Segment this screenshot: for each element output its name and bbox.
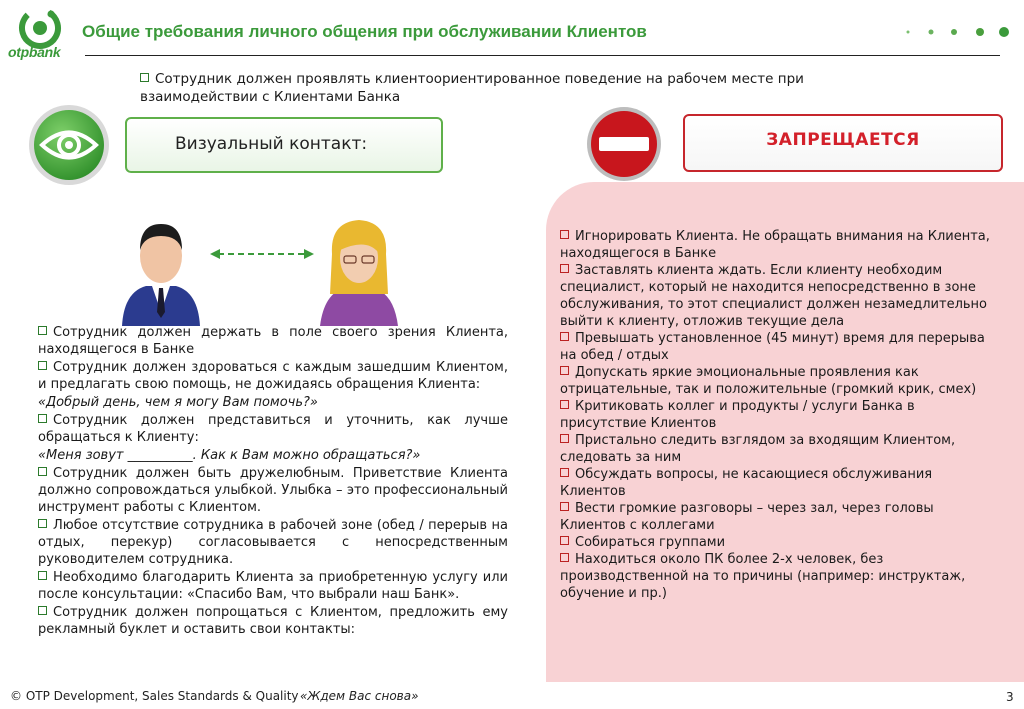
left-requirements-list: [38, 324, 508, 639]
list-item: Вести громкие разговоры – через зал, через головы Клиентов с коллегами: [560, 501, 934, 533]
header-divider: [85, 55, 1000, 56]
bullet-icon: [560, 264, 569, 273]
bullet-icon: [560, 434, 569, 443]
list-item: Сотрудник должен попрощаться с Клиентом, предложить ему рекламный буклет и оставить свои контакты:: [38, 605, 508, 637]
list-item: Сотрудник должен быть дружелюбным. Приветствие Клиента должно сопровождаться улыбкой. Улыбка – это профессиональный инструмент работы с Клиентом.: [38, 466, 508, 515]
list-item: Находиться около ПК более 2-х человек, без производственной на то причины (например: инструктаж, обучение и пр.): [560, 552, 966, 601]
list-item: Превышать установленное (45 минут) время для перерыва на обед / отдых: [560, 331, 985, 363]
decorative-dots: [900, 26, 1010, 38]
forbidden-label: ЗАПРЕЩАЕТСЯ: [766, 130, 920, 150]
greeting-quote: «Добрый день, чем я могу Вам помочь?»: [38, 395, 318, 410]
list-item: Необходимо благодарить Клиента за приобретенную услугу или после консультации: «Спасибо Вам, что выбрали наш Банк».: [38, 570, 508, 602]
list-item: Сотрудник должен здороваться с каждым зашедшим Клиентом, и предлагать свою помощь, не дожидаясь обращения Клиента:: [38, 360, 508, 392]
page-title: Общие требования личного общения при обслуживании Клиентов: [82, 22, 647, 41]
list-item: Собираться группами: [560, 534, 1000, 551]
visual-contact-label: Визуальный контакт:: [175, 134, 368, 154]
double-arrow-icon: [208, 247, 316, 261]
bullet-icon: [560, 332, 569, 341]
bullet-icon: [560, 536, 569, 545]
list-item: Критиковать коллег и продукты / услуги Банка в присутствие Клиентов: [560, 399, 915, 431]
bullet-icon: [560, 553, 569, 562]
footer-copyright: © OTP Development, Sales Standards & Quality: [10, 689, 299, 703]
employee-avatar: [118, 216, 204, 326]
bullet-icon: [38, 361, 47, 370]
bullet-icon: [560, 366, 569, 375]
bullet-icon: [38, 571, 47, 580]
bullet-icon: [38, 326, 47, 335]
no-entry-icon: [585, 105, 663, 183]
page-number: 3: [1006, 690, 1014, 704]
list-item: Сотрудник должен держать в поле своего зрения Клиента, находящегося в Банке: [38, 325, 508, 357]
eye-badge-icon: [28, 104, 110, 186]
logo-text: otpbank: [8, 44, 61, 60]
forbidden-list: [560, 228, 1000, 602]
list-item: Обсуждать вопросы, не касающиеся обслуживания Клиентов: [560, 467, 933, 499]
intro-quote: «Меня зовут __________. Как к Вам можно обращаться?»: [38, 448, 421, 463]
bullet-icon: [560, 468, 569, 477]
bullet-icon: [38, 606, 47, 615]
farewell-quote: «Ждем Вас снова»: [300, 689, 419, 703]
list-item: Сотрудник должен представиться и уточнить, как лучше обращаться к Клиенту:: [38, 413, 508, 445]
list-item: Пристально следить взглядом за входящим Клиентом, следовать за ним: [560, 433, 956, 465]
client-avatar: [316, 214, 402, 326]
bullet-icon: [560, 400, 569, 409]
list-item: Любое отсутствие сотрудника в рабочей зоне (обед / перерыв на отдых, перекур) согласовывается с непосредственным руководителем сотрудника.: [38, 518, 508, 567]
bullet-icon: [38, 519, 47, 528]
list-item: Заставлять клиента ждать. Если клиенту необходим специалист, который не находится непосредственно в зоне обслуживания, то этот специалист должен незамедлительно выйти к клиенту, отложив текущие дела: [560, 263, 988, 329]
list-item: Допускать яркие эмоциональные проявления как отрицательные, так и положительные (громкий крик, смех): [560, 365, 977, 397]
bullet-icon: [560, 230, 569, 239]
bullet-icon: [140, 73, 149, 82]
bullet-icon: [38, 414, 47, 423]
bullet-icon: [560, 502, 569, 511]
intro-text: Сотрудник должен проявлять клиентоориентированное поведение на рабочем месте при взаимодействии с Клиентами Банка: [140, 71, 804, 105]
bullet-icon: [38, 467, 47, 476]
list-item: Игнорировать Клиента. Не обращать внимания на Клиента, находящегося в Банке: [560, 229, 990, 261]
